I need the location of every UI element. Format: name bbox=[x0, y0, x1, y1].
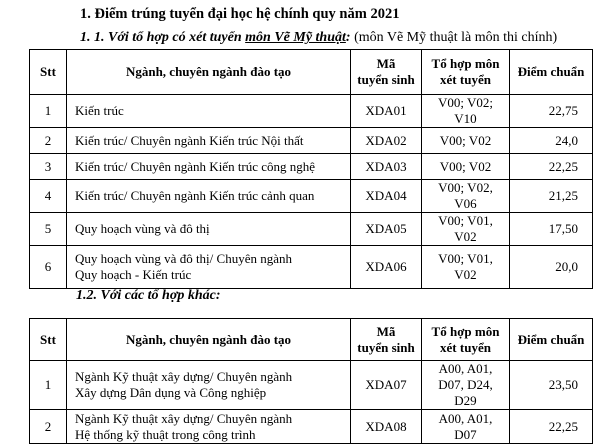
cell-major: Quy hoạch vùng và đô thị/ Chuyên ngành Quy hoạch - Kiến trúc bbox=[67, 246, 351, 289]
cell-score: 21,25 bbox=[510, 180, 593, 213]
cell-score: 24,0 bbox=[510, 128, 593, 154]
cell-major: Ngành Kỹ thuật xây dựng/ Chuyên ngành Hệ thống kỹ thuật trong công trình bbox=[67, 410, 351, 444]
cell-major: Kiến trúc/ Chuyên ngành Kiến trúc công nghệ bbox=[67, 154, 351, 180]
cell-score: 22,75 bbox=[510, 95, 593, 128]
cell-stt: 5 bbox=[30, 213, 67, 246]
cell-score: 23,50 bbox=[510, 361, 593, 410]
section-1-1-title bbox=[80, 30, 557, 46]
header-major: Ngành, chuyên ngành đào tạo bbox=[67, 319, 351, 361]
cell-code: XDA08 bbox=[351, 410, 422, 444]
header-stt: Stt bbox=[30, 319, 67, 361]
cell-combo: A00, A01, D07, D24, D29 bbox=[422, 361, 510, 410]
cell-score: 22,25 bbox=[510, 410, 593, 444]
header-major: Ngành, chuyên ngành đào tạo bbox=[67, 50, 351, 95]
cell-combo: V00; V02 bbox=[422, 154, 510, 180]
cell-combo: V00; V02, V06 bbox=[422, 180, 510, 213]
section-1-2-title: 1.2. Với các tổ hợp khác: bbox=[76, 288, 221, 303]
cell-score: 20,0 bbox=[510, 246, 593, 289]
cell-stt: 2 bbox=[30, 410, 67, 444]
header-combo: Tổ hợp môn xét tuyển bbox=[422, 50, 510, 95]
cell-score: 17,50 bbox=[510, 213, 593, 246]
section-1-1-underlined: môn Vẽ Mỹ thuật bbox=[245, 30, 346, 45]
table-row bbox=[30, 213, 593, 246]
table-row bbox=[30, 128, 593, 154]
header-code: Mã tuyển sinh bbox=[351, 50, 422, 95]
header-score: Điểm chuẩn bbox=[510, 50, 593, 95]
cell-combo: V00; V02; V10 bbox=[422, 95, 510, 128]
cell-major: Kiến trúc bbox=[67, 95, 351, 128]
table-row bbox=[30, 95, 593, 128]
cell-code: XDA04 bbox=[351, 180, 422, 213]
cell-code: XDA05 bbox=[351, 213, 422, 246]
cell-stt: 1 bbox=[30, 361, 67, 410]
header-score: Điểm chuẩn bbox=[510, 319, 593, 361]
cell-code: XDA07 bbox=[351, 361, 422, 410]
section-1-1-prefix: 1. 1. Với tổ hợp có xét tuyển bbox=[80, 30, 246, 45]
cell-code: XDA03 bbox=[351, 154, 422, 180]
cell-major: Kiến trúc/ Chuyên ngành Kiến trúc cảnh quan bbox=[67, 180, 351, 213]
table-row bbox=[30, 410, 593, 444]
score-table-other bbox=[29, 318, 593, 444]
cell-stt: 6 bbox=[30, 246, 67, 289]
table-row bbox=[30, 154, 593, 180]
page-title: 1. Điểm trúng tuyển đại học hệ chính quy năm 2021 bbox=[80, 6, 400, 22]
table-header-row bbox=[30, 319, 593, 361]
cell-combo: A00, A01, D07 bbox=[422, 410, 510, 444]
cell-combo: V00; V01, V02 bbox=[422, 213, 510, 246]
cell-code: XDA06 bbox=[351, 246, 422, 289]
cell-major: Kiến trúc/ Chuyên ngành Kiến trúc Nội thất bbox=[67, 128, 351, 154]
cell-stt: 4 bbox=[30, 180, 67, 213]
header-code: Mã tuyển sinh bbox=[351, 319, 422, 361]
header-stt: Stt bbox=[30, 50, 67, 95]
table-row bbox=[30, 246, 593, 289]
table-row bbox=[30, 361, 593, 410]
cell-combo: V00; V02 bbox=[422, 128, 510, 154]
cell-combo: V00; V01, V02 bbox=[422, 246, 510, 289]
cell-stt: 2 bbox=[30, 128, 67, 154]
header-combo: Tổ hợp môn xét tuyển bbox=[422, 319, 510, 361]
cell-code: XDA02 bbox=[351, 128, 422, 154]
cell-stt: 1 bbox=[30, 95, 67, 128]
section-1-1-colon: : bbox=[345, 30, 351, 45]
score-table-art bbox=[29, 49, 593, 289]
cell-stt: 3 bbox=[30, 154, 67, 180]
cell-major: Ngành Kỹ thuật xây dựng/ Chuyên ngành Xây dựng Dân dụng và Công nghiệp bbox=[67, 361, 351, 410]
section-1-1-note: (môn Vẽ Mỹ thuật là môn thi chính) bbox=[350, 30, 558, 45]
cell-major: Quy hoạch vùng và đô thị bbox=[67, 213, 351, 246]
cell-code: XDA01 bbox=[351, 95, 422, 128]
table-row bbox=[30, 180, 593, 213]
table-header-row bbox=[30, 50, 593, 95]
cell-score: 22,25 bbox=[510, 154, 593, 180]
